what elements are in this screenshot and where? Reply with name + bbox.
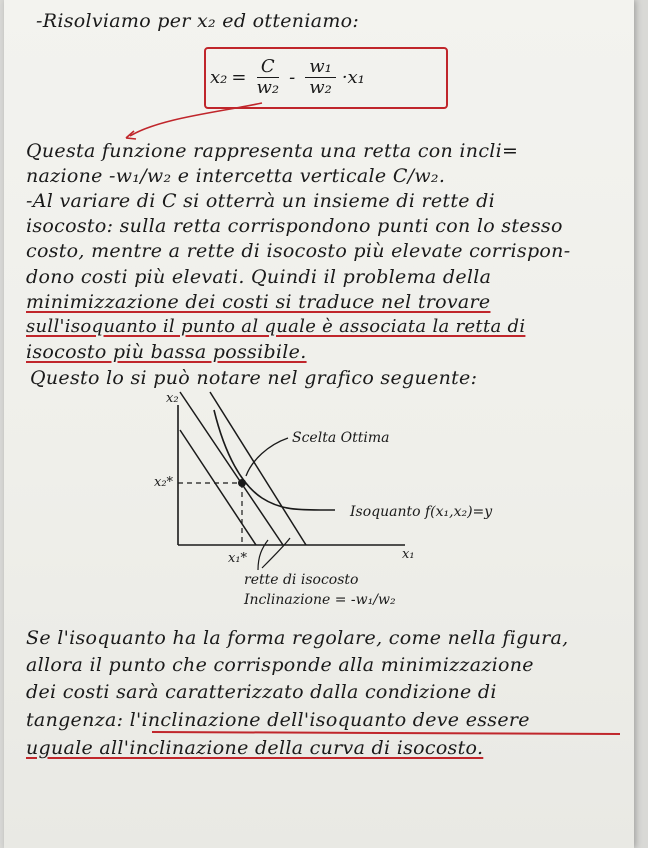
y-axis-label: x₂ <box>166 391 179 406</box>
isoquant-label: Isoquanto f(x₁,x₂)=y <box>350 504 493 520</box>
tangency-text: tangenza: l'inclinazione dell'isoquanto deve essere <box>26 709 530 731</box>
tangency-underline <box>152 732 620 734</box>
paragraph1-line: -Al variare di C si otterrà un insieme di rette di <box>26 190 495 212</box>
paragraph2-line-underlined: uguale all'inclinazione della curva di isocosto. <box>26 737 484 759</box>
fraction-numerator: w₁ <box>305 57 336 78</box>
red-arrow <box>130 103 262 136</box>
paragraph1-line-underlined: isocosto più bassa possibile. <box>26 341 307 363</box>
paragraph2-line: allora il punto che corrisponde alla minimizzazione <box>26 654 534 676</box>
optimum-label: Scelta Ottima <box>292 430 390 446</box>
intro-line: -Risolviamo per x₂ ed otteniamo: <box>36 10 360 32</box>
paragraph1-line: Questa funzione rappresenta una retta con incli= <box>26 140 519 162</box>
y-star-label: x₂* <box>154 475 174 490</box>
paragraph1-line-underlined: minimizzazione dei costi si traduce nel trovare <box>26 291 491 313</box>
paragraph1-line: dono costi più elevati. Quindi il problema della <box>26 266 492 288</box>
x-axis-label: x₁ <box>402 547 415 562</box>
paragraph1-line: costo, mentre a rette di isocosto più elevate corrispon- <box>26 240 571 262</box>
paragraph1-line: Questo lo si può notare nel grafico seguente: <box>30 367 478 389</box>
optimum-point <box>238 479 246 487</box>
paragraph1-line: isocosto: sulla retta corrispondono punti con lo stesso <box>26 215 563 237</box>
paragraph2-line: dei costi sarà caratterizzato dalla condizione di <box>26 681 497 703</box>
formula-equals: = <box>231 66 247 88</box>
fraction-numerator: C <box>257 57 279 78</box>
optimum-pointer <box>246 438 288 476</box>
paragraph2-line: Se l'isoquanto ha la forma regolare, come nella figura, <box>26 627 569 649</box>
formula-minus: - <box>289 66 296 88</box>
paragraph1-line: nazione -w₁/w₂ e intercetta verticale C/w₂. <box>26 165 446 187</box>
isocost-line-optimal <box>180 392 283 545</box>
isocost-line-high <box>210 392 306 545</box>
fraction-denominator: w₂ <box>309 76 332 98</box>
paragraph1-line-underlined: sull'isoquanto il punto al quale è associata la retta di <box>26 316 526 337</box>
isocost-label: rette di isocosto <box>244 572 359 588</box>
fraction-denominator: w₂ <box>256 76 280 98</box>
slope-label: Inclinazione = -w₁/w₂ <box>244 592 396 608</box>
formula-lhs: x₂ <box>210 66 228 88</box>
x-star-label: x₁* <box>228 551 248 566</box>
formula-times-x1: ·x₁ <box>341 66 365 88</box>
